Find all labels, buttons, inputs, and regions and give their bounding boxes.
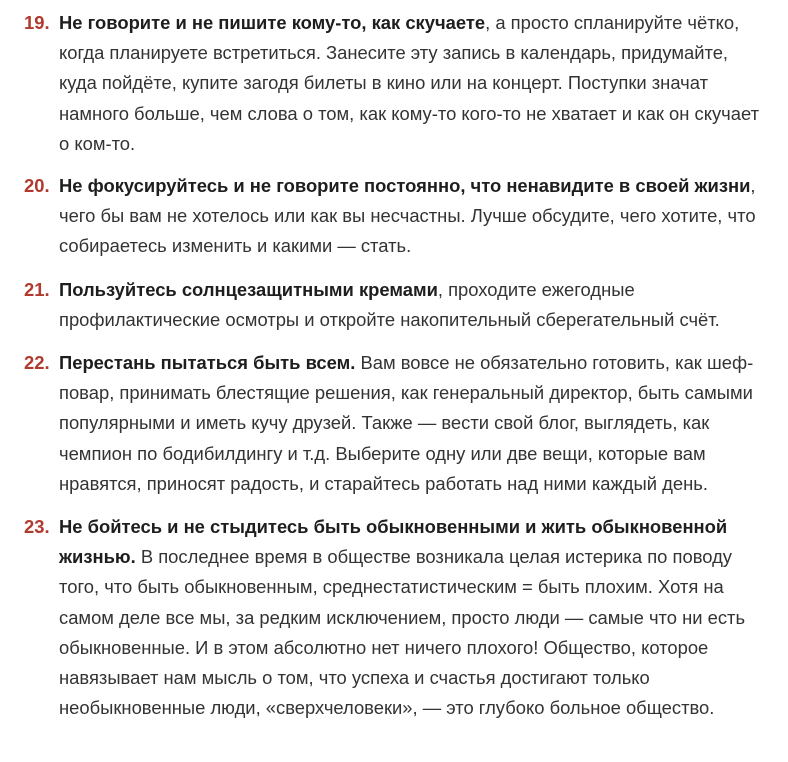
- item-heading: Пользуйтесь солнцезащитными кремами: [59, 278, 438, 300]
- item-number: 21.: [24, 278, 50, 300]
- item-text: Вам вовсе не обязательно готовить, как шеф-повар, принимать блестящие решения, как генеральный директор, быть самыми популярными и иметь кучу друзей. Также — вести свой блог, выглядеть, как чемпион по бодибилдингу и т.д. Выберите одну или две вещи, которые вам нравятся, приносят радость, и старайтесь работать над ними каждый день.: [59, 352, 754, 494]
- list-item: [24, 512, 764, 723]
- item-number: 19.: [24, 12, 50, 33]
- list-item: [24, 8, 764, 159]
- item-text: , чего бы вам не хотелось или как вы несчастны. Лучше обсудите, чего хотите, что собираетесь изменить и какими — стать.: [59, 175, 756, 257]
- list-item: [24, 275, 764, 335]
- item-heading: Перестань пытаться быть всем.: [59, 352, 356, 374]
- item-text: , проходите ежегодные профилактические осмотры и откройте накопительный сберегательный счёт.: [59, 278, 720, 330]
- item-heading: Не говорите и не пишите кому-то, как скучаете: [59, 12, 486, 33]
- list-item: [24, 171, 764, 262]
- item-number: 23.: [24, 516, 50, 538]
- numbered-advice-list: [24, 8, 764, 735]
- item-heading: Не фокусируйтесь и не говорите постоянно, что ненавидите в своей жизни: [59, 175, 751, 197]
- item-text: В последнее время в обществе возникала целая истерика по поводу того, что быть обыкновенным, среднестатистическим = быть плохим. Хотя на самом деле все мы, за редким исключением, просто люди — самые что ни есть обыкновенные. И в этом абсолютно нет ничего плохого! Общество, которое навязывает нам мысль о том, что успеха и счастья достигают только необыкновенные люди, «сверхчеловеки», — это глубоко больное общество.: [59, 546, 746, 719]
- list-item: [24, 348, 764, 499]
- item-text: , а просто спланируйте чётко, когда планируете встретиться. Занесите эту запись в календарь, придумайте, куда пойдёте, купите загодя билеты в кино или на концерт. Поступки значат намного больше, чем слова о том, как кому-то кого-то не хватает и как он скучает о ком-то.: [59, 12, 759, 154]
- item-number: 22.: [24, 352, 50, 374]
- item-heading: Не бойтесь и не стыдитесь быть обыкновенными и жить обыкновенной жизнью.: [59, 516, 728, 568]
- item-number: 20.: [24, 175, 50, 197]
